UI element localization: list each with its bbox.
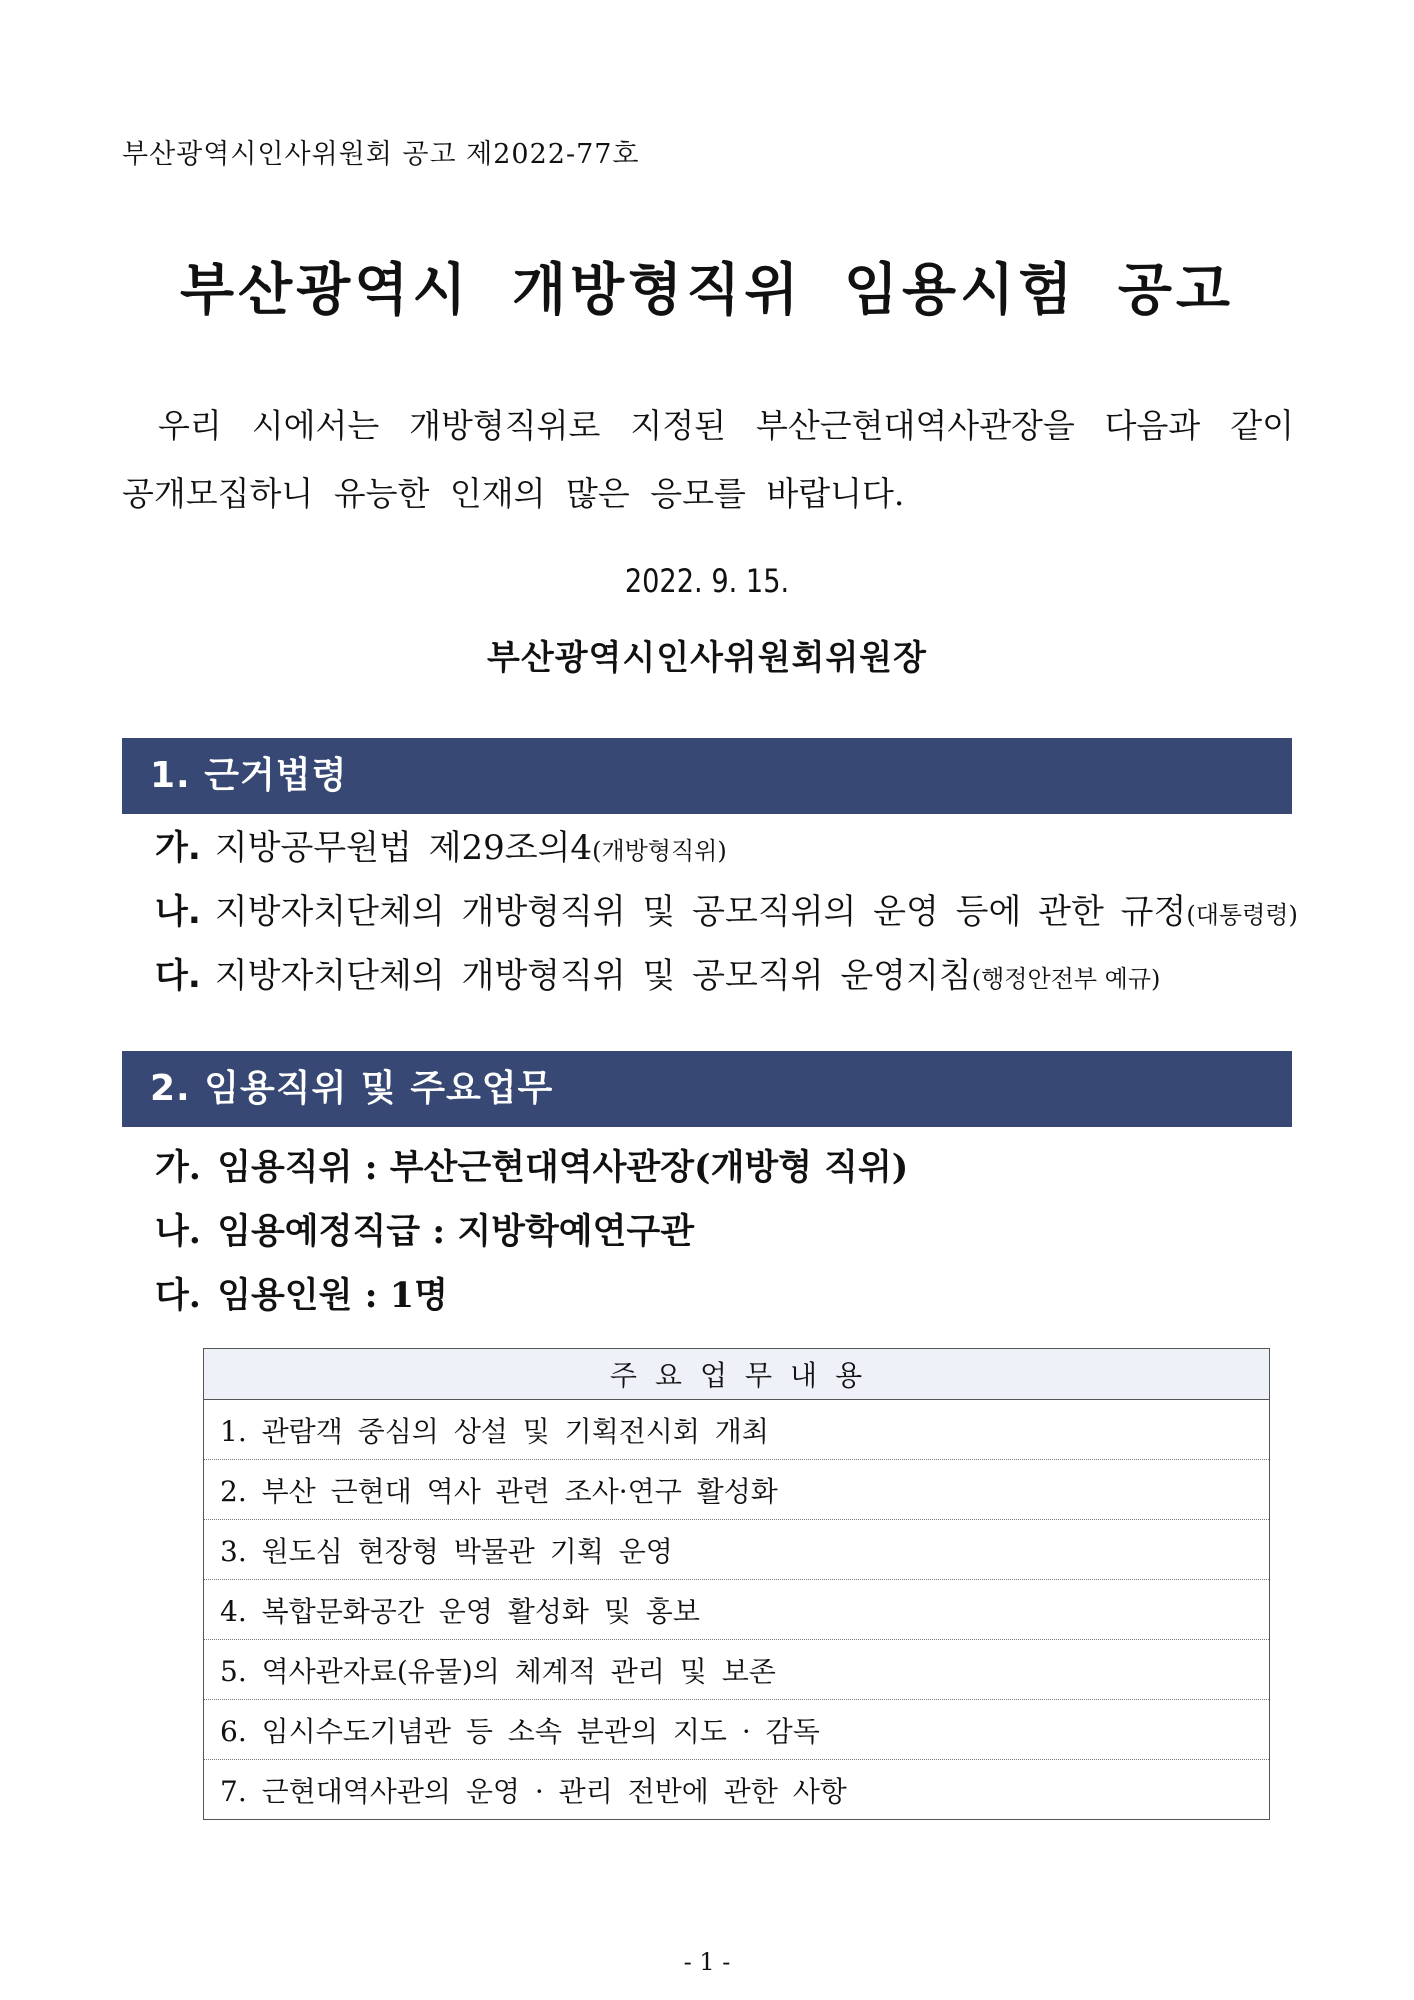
item-text: 임용인원 : 1명 (217, 1275, 448, 1316)
item-text: 지방자치단체의 개방형직위 및 공모직위 운영지침 (214, 956, 972, 996)
table-header-row (204, 1349, 1270, 1400)
table-cell: 7. 근현대역사관의 운영 · 관리 전반에 관한 사항 (204, 1760, 1270, 1820)
table-row (204, 1580, 1270, 1640)
table-cell: 4. 복합문화공간 운영 활성화 및 홍보 (204, 1580, 1270, 1640)
table-header: 주요업무내용 (204, 1349, 1270, 1400)
item-marker: 나. (155, 892, 201, 932)
item-marker: 나. (155, 1211, 201, 1252)
table-cell: 2. 부산 근현대 역사 관련 조사·연구 활성화 (204, 1460, 1270, 1520)
list-item (155, 884, 1298, 948)
item-text: 지방자치단체의 개방형직위 및 공모직위의 운영 등에 관한 규정 (214, 892, 1187, 932)
item-marker: 가. (155, 828, 201, 868)
list-item (155, 948, 1298, 1012)
table-row (204, 1700, 1270, 1760)
list-item (155, 1140, 908, 1204)
section-heading-legal-basis: 1. 근거법령 (122, 738, 1292, 814)
item-note: (행정안전부 예규) (971, 965, 1161, 993)
table-cell: 5. 역사관자료(유물)의 체계적 관리 및 보존 (204, 1640, 1270, 1700)
item-text: 지방공무원법 제29조의4 (214, 828, 593, 868)
table-row (204, 1520, 1270, 1580)
position-list (155, 1140, 908, 1332)
intro-line-2: 공개모집하니 유능한 인재의 많은 응모를 바랍니다. (122, 474, 905, 513)
section-heading-position-duties: 2. 임용직위 및 주요업무 (122, 1051, 1292, 1127)
table-cell: 1. 관람객 중심의 상설 및 기획전시회 개최 (204, 1400, 1270, 1460)
page-title: 부산광역시 개방형직위 임용시험 공고 (179, 258, 1235, 323)
table-row (204, 1640, 1270, 1700)
item-marker: 다. (155, 956, 201, 996)
list-item (155, 1268, 908, 1332)
announcement-date: 2022. 9. 15. (624, 562, 790, 600)
table-row (204, 1760, 1270, 1820)
table-cell: 3. 원도심 현장형 박물관 기획 운영 (204, 1520, 1270, 1580)
intro-line-1: 우리 시에서는 개방형직위로 지정된 부산근현대역사관장을 다음과 같이 (158, 406, 1294, 445)
list-item (155, 1204, 908, 1268)
document-number: 부산광역시인사위원회 공고 제2022-77호 (122, 139, 640, 170)
table-cell: 6. 임시수도기념관 등 소속 분관의 지도 · 감독 (204, 1700, 1270, 1760)
page-number: - 1 - (683, 1948, 731, 1976)
duties-table (203, 1348, 1270, 1820)
list-item (155, 820, 1298, 884)
intro-paragraph (122, 392, 1294, 528)
item-marker: 다. (155, 1275, 201, 1316)
item-note: (개방형직위) (592, 837, 727, 865)
item-text: 임용예정직급 : 지방학예연구관 (217, 1211, 695, 1252)
table-row (204, 1460, 1270, 1520)
legal-basis-list (155, 820, 1298, 1012)
item-marker: 가. (155, 1147, 201, 1188)
item-note: (대통령령) (1186, 901, 1298, 929)
item-text: 임용직위 : 부산근현대역사관장(개방형 직위) (217, 1147, 909, 1188)
signatory: 부산광역시인사위원회위원장 (487, 638, 927, 678)
table-row (204, 1400, 1270, 1460)
